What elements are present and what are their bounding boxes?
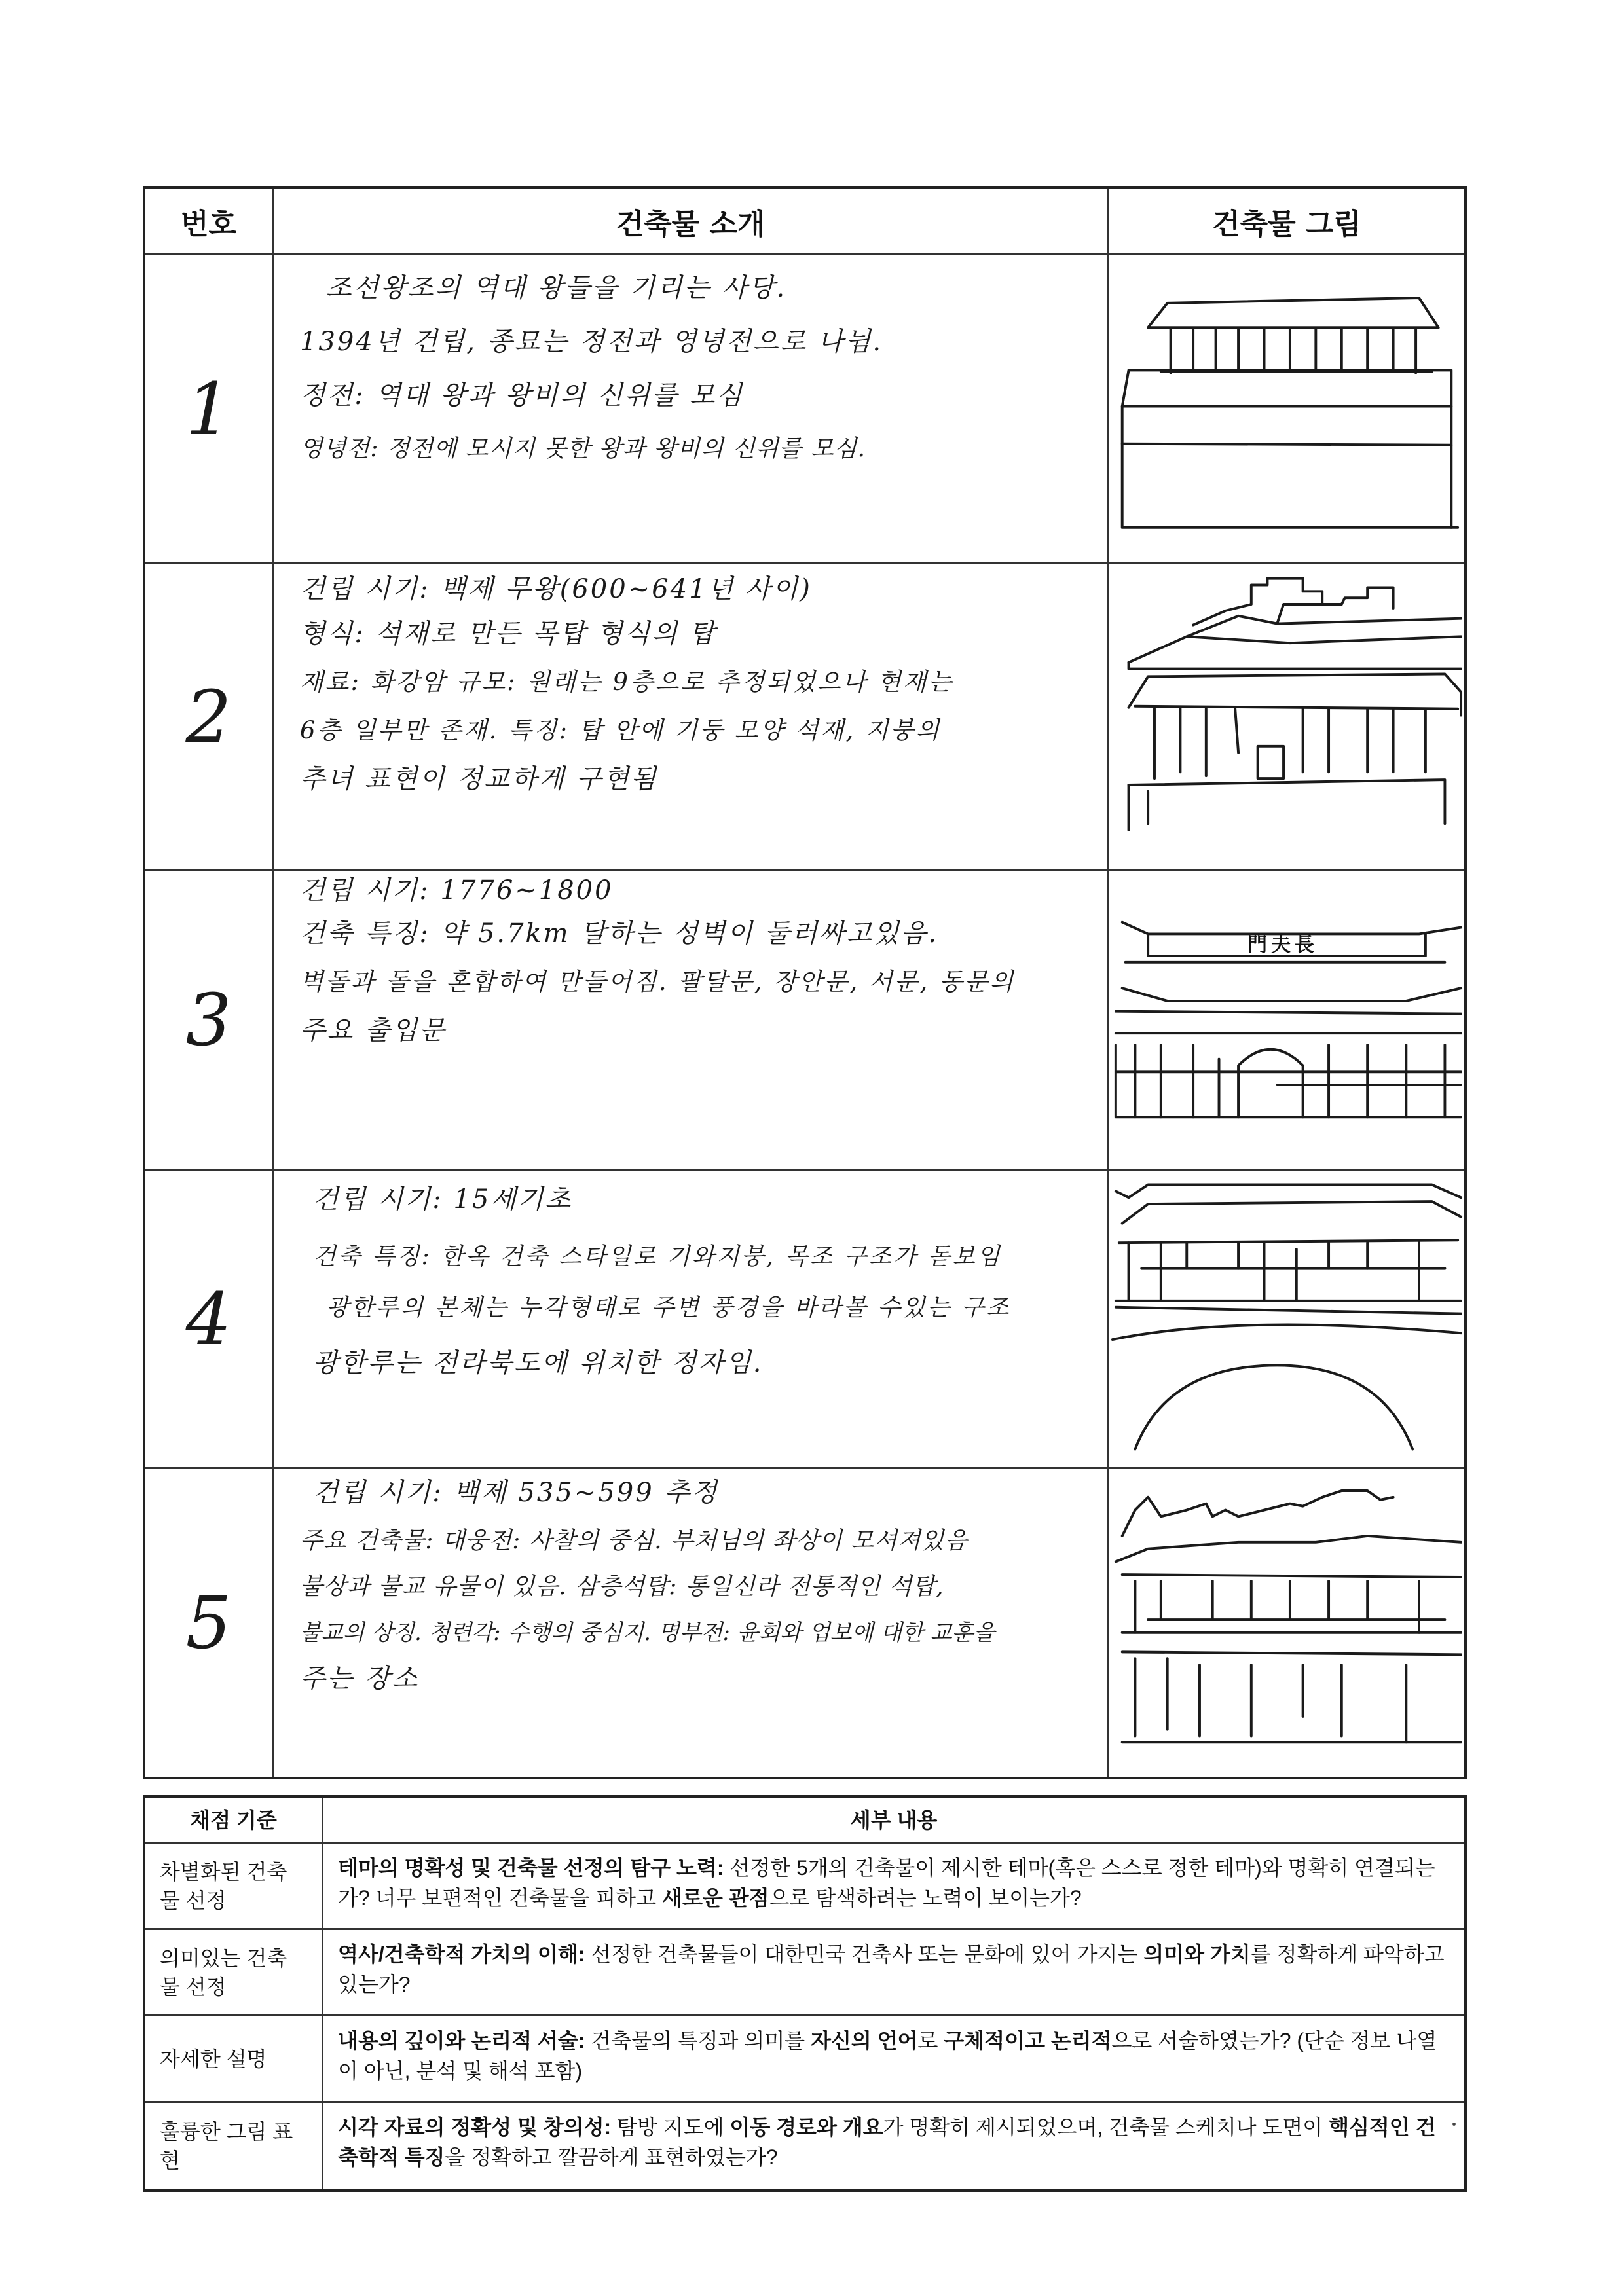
intro-line: 정전: 역대 왕과 왕비의 신위를 모심: [300, 380, 745, 410]
intro-line: 건립 시기: 15세기초: [313, 1184, 573, 1214]
rubric-row: [145, 2103, 1464, 2189]
rubric-details: 내용의 깊이와 논리적 서술: 건축물의 특징과 의미를 자신의 언어로 구체적이고 논리적으로 서술하였는가? (단순 정보 나열이 아닌, 분석 및 해석 포함): [338, 2029, 1437, 2083]
pavilion-sketch-icon: [1109, 1171, 1464, 1467]
table-row: [145, 255, 1464, 564]
temple-sketch-icon: [1109, 1469, 1464, 1777]
intro-line: 건축 특징: 한옥 건축 스타일로 기와지붕, 목조 구조가 돋보임: [313, 1243, 1002, 1270]
row-intro-cell: [274, 871, 1109, 1169]
intro-line: 건립 시기: 1776~1800: [300, 875, 614, 905]
rubric-criteria: 의미있는 건축물 선정: [145, 1930, 323, 2014]
row-intro-cell: [274, 1469, 1109, 1777]
row-number: 3: [185, 977, 232, 1062]
rubric-details: 역사/건축학적 가치의 이해: 선정한 건축물들이 대한민국 건축사 또는 문화에 있어 가지는 의미와 가치를 정확하게 파악하고 있는가?: [338, 1942, 1445, 1996]
intro-line: 불교의 상징. 청련각: 수행의 중심지. 명부전: 윤회와 업보에 대한 교훈을: [300, 1620, 995, 1646]
intro-line: 1394년 건립, 종묘는 정전과 영녕전으로 나뉨.: [300, 327, 883, 357]
stone-pagoda-sketch-icon: [1109, 564, 1464, 869]
table-row: [145, 871, 1464, 1171]
rubric-criteria: 자세한 설명: [145, 2016, 323, 2101]
architecture-table: [143, 186, 1467, 1779]
intro-line: 건축 특징: 약 5.7km 달하는 성벽이 둘러싸고있음.: [300, 919, 939, 949]
header-number: 번호: [145, 189, 274, 253]
grading-rubric: [143, 1795, 1467, 2192]
row-intro-cell: [274, 255, 1109, 562]
intro-line: 영녕전: 정전에 모시지 못한 왕과 왕비의 신위를 모심.: [300, 435, 866, 462]
intro-line: 불상과 불교 유물이 있음. 삼층석탑: 통일신라 전통적인 석탑,: [300, 1573, 944, 1600]
row-intro-cell: [274, 564, 1109, 869]
intro-line: 주는 장소: [300, 1664, 420, 1694]
scan-speck: [1452, 2123, 1456, 2126]
table-row: [145, 1171, 1464, 1469]
intro-line: 재료: 화강암 규모: 원래는 9층으로 추정되었으나 현재는: [300, 668, 954, 696]
intro-line: 6층 일부만 존재. 특징: 탑 안에 기둥 모양 석재, 지붕의: [300, 716, 942, 744]
drawing-cell: [1109, 1171, 1464, 1467]
intro-line: 주요 건축물: 대웅전: 사찰의 중심. 부처님의 좌상이 모셔져있음: [300, 1527, 969, 1554]
drawing-cell: [1109, 871, 1464, 1169]
table-row: [145, 1469, 1464, 1777]
header-drawing: 건축물 그림: [1212, 207, 1361, 241]
rubric-header-criteria: 채점 기준: [145, 1798, 323, 1842]
rubric-header-row: [145, 1798, 1464, 1844]
intro-line: 광한루는 전라북도에 위치한 정자임.: [313, 1348, 764, 1378]
intro-line: 형식: 석재로 만든 목탑 형식의 탑: [300, 619, 717, 649]
header-intro: 건축물 소개: [274, 189, 1109, 253]
rubric-row: [145, 1844, 1464, 1930]
table-header-row: [145, 189, 1464, 255]
table-row: [145, 564, 1464, 871]
row-intro-cell: [274, 1171, 1109, 1467]
rubric-criteria: 차별화된 건축물 선정: [145, 1844, 323, 1928]
intro-line: 광한루의 본체는 누각형태로 주변 풍경을 바라볼 수있는 구조: [326, 1294, 1011, 1321]
shrine-sketch-icon: [1109, 255, 1464, 562]
rubric-details: 테마의 명확성 및 건축물 선정의 탐구 노력: 선정한 5개의 건축물이 제시한 테마(혹은 스스로 정한 테마)와 명확히 연결되는가? 너무 보편적인 건축물을 피하고 새로운 관점으로 탐색하려는 노력이 보이는가?: [338, 1856, 1435, 1910]
fortress-gate-sketch-icon: [1109, 871, 1464, 1169]
row-number: 1: [185, 367, 232, 451]
row-number: 4: [185, 1277, 232, 1361]
intro-line: 벽돌과 돌을 혼합하여 만들어짐. 팔달문, 장안문, 서문, 동문의: [300, 968, 1016, 996]
rubric-row: [145, 1930, 1464, 2016]
intro-line: 조선왕조의 역대 왕들을 기리는 사당.: [326, 273, 787, 303]
drawing-cell: [1109, 255, 1464, 562]
rubric-header-details: 세부 내용: [850, 1808, 938, 1832]
rubric-details: 시각 자료의 정확성 및 창의성: 탐방 지도에 이동 경로와 개요가 명확히 제시되었으며, 건축물 스케치나 도면이 핵심적인 건축학적 특징을 정확하고 깔끔하게 표현하였는가?: [338, 2115, 1436, 2169]
intro-line: 추녀 표현이 정교하게 구현됨: [300, 764, 658, 794]
row-number: 5: [185, 1581, 232, 1665]
rubric-criteria: 훌륭한 그림 표현: [145, 2103, 323, 2189]
drawing-cell: [1109, 1469, 1464, 1777]
row-number: 2: [185, 674, 232, 759]
intro-line: 건립 시기: 백제 535~599 추정: [313, 1478, 719, 1508]
row-number-cell: [145, 255, 274, 562]
intro-line: 건립 시기: 백제 무왕(600~641년 사이): [300, 574, 812, 604]
drawing-cell: [1109, 564, 1464, 869]
intro-line: 주요 출입문: [300, 1015, 447, 1046]
row-number-cell: [145, 1469, 274, 1777]
rubric-row: [145, 2016, 1464, 2103]
row-number-cell: [145, 564, 274, 869]
gate-signboard: 門夫長: [1247, 934, 1318, 957]
row-number-cell: [145, 871, 274, 1169]
row-number-cell: [145, 1171, 274, 1467]
